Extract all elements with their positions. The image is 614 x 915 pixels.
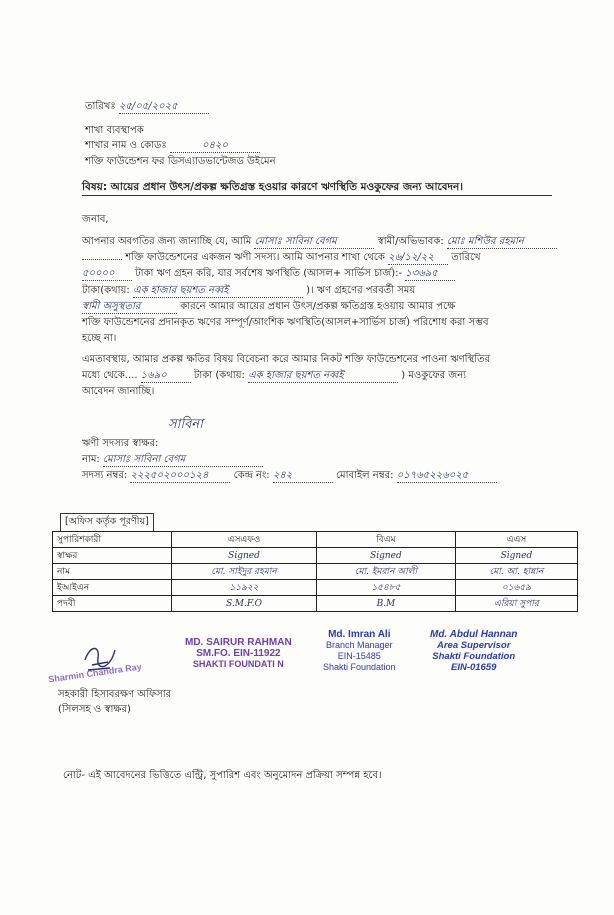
mobile-label: মোবাইল নম্বর:	[336, 470, 394, 481]
as-stamp	[430, 629, 517, 673]
branch-name-label: শাখার নাম ও কোডঃ	[85, 140, 167, 151]
branch-name-line	[85, 139, 260, 153]
table-row	[53, 564, 578, 580]
body-text: মধ্যে থেকে....	[82, 370, 138, 381]
office-section-label: [অফিস কর্তৃক পূরণীয়]	[60, 513, 154, 532]
office-table	[52, 531, 578, 612]
waiver-words: এক হাজার ছয়শত নব্বই	[248, 369, 398, 383]
member-no-value: ২২২৫০২০০০১২৪	[130, 469, 230, 483]
body-text: আপনার অবগতির জন্য জানাচ্ছি যে, আমি	[82, 236, 252, 247]
col-header: এসএফও	[172, 532, 317, 548]
date-line	[85, 100, 209, 114]
table-row	[53, 580, 578, 596]
table-row	[53, 532, 578, 548]
branch-manager-label: শাখা ব্যবস্থাপক	[85, 125, 144, 136]
center-label: কেন্দ্র নং:	[233, 470, 270, 481]
stamp-line: Shakti Foundation	[323, 662, 396, 672]
subject-underline	[82, 195, 552, 196]
body-text: শক্তি ফাউন্ডেশনের একজন ঋণী সদস্য। আমি আপনার শাখা থেকে	[125, 252, 385, 263]
bm-stamp	[323, 629, 396, 673]
col-header: বিএম	[317, 532, 456, 548]
note-text: নোট- এই আবেদনের ভিত্তিতে এন্ট্রি, সুপারিশ এবং অনুমোদন প্রক্রিয়া সম্পন্ন হবে।	[63, 770, 382, 781]
outstanding-amount: ১৩৬৯৫	[405, 267, 455, 281]
table-row	[53, 596, 578, 612]
body-line-5	[82, 300, 455, 314]
stamp-line: Shakti Foundation	[432, 651, 516, 662]
reason: স্বামী অসুস্থতার	[82, 300, 177, 314]
stamp-line: Branch Manager	[326, 640, 393, 650]
applicant-name-line	[82, 453, 263, 467]
accountant-stamp: Sharmin Chandra Ray	[47, 661, 143, 685]
stamp-line: SHAKTI FOUNDATI N	[192, 659, 284, 669]
outstanding-words: এক হাজার ছয়শত নব্বই	[133, 284, 303, 298]
member-name: মোসাঃ সাবিনা বেগম	[254, 235, 374, 249]
date-label: তারিখঃ	[85, 101, 116, 112]
body-text: কারনে আমার আয়ের প্রধান উৎস/প্রকল্প ক্ষতিগ্রস্ত হওয়ায় আমার পক্ষে	[180, 301, 456, 312]
applicant-member-line	[82, 469, 497, 483]
table-cell: S.M.F.O	[172, 596, 317, 612]
loan-amount: ৫০০০০	[82, 267, 132, 281]
stamp-line: EIN-15485	[337, 651, 381, 661]
husband-label: স্বামী/অভিভাবক:	[377, 236, 444, 247]
row-label: স্বাক্ষর	[53, 548, 172, 564]
date-value: ২৫/০৫/২০২৫	[119, 100, 209, 114]
body-line-2	[82, 251, 481, 265]
applicant-name: মোসাঃ সাবিনা বেগম	[103, 453, 263, 467]
table-cell: এরিয়া সুপার	[455, 596, 577, 612]
mobile-value: ০১৭৬৫২২৬০২৫	[397, 469, 497, 483]
stamp-line: EIN-01659	[450, 662, 497, 673]
body-text: টাকা (কথায়:	[193, 370, 245, 381]
table-cell: মো. আ. হান্নান	[455, 564, 577, 580]
stamp-line: MD. SAIRUR RAHMAN	[185, 637, 292, 648]
body-text: টাকা ঋণ গ্রহন করি, যার সর্বশেষ ঋণস্থিতি (আসল+ সার্ভিস চার্জ):-	[135, 268, 403, 279]
body-line-6: শক্তি ফাউন্ডেশনের প্রদানকৃত ঋণের সম্পূর্ণ/আংশিক ঋণস্থিতি(আসল+সার্ভিস চার্জ) পরিশোধ করা সম্ভব	[82, 317, 489, 328]
branch-code-value: ০৪২০	[170, 139, 260, 153]
table-cell: মো. ইমরান আলী	[317, 564, 456, 580]
col-header: সুপারিশকারী	[53, 532, 172, 548]
salutation: জনাব,	[82, 214, 109, 225]
sfo-stamp	[185, 637, 292, 670]
accountant-label: সহকারী হিসাবরক্ষণ অফিসার	[58, 689, 172, 700]
table-cell: ০১৬৫৯	[455, 580, 577, 596]
table-cell: B.M	[317, 596, 456, 612]
body-line-1	[82, 235, 557, 249]
stamp-line: Md. Imran Ali	[328, 629, 391, 640]
date-word: তারিখে	[451, 252, 481, 263]
subject-text: বিষয়: আয়ের প্রধান উৎস/প্রকল্প ক্ষতিগ্রস্ত হওয়ার কারণে ঋণস্থিতি মওকুফের জন্য আবেদন।	[82, 181, 464, 193]
name-label: নাম:	[82, 454, 100, 465]
center-value: ২৪২	[273, 469, 333, 483]
body-line-3	[82, 267, 455, 281]
body-line-4	[82, 284, 415, 298]
table-cell: Signed	[317, 548, 456, 564]
member-no-label: সদস্য নম্বর:	[82, 470, 128, 481]
table-row	[53, 548, 578, 564]
applicant-signature-label: ঋণী সদস্যর স্বাক্ষর:	[82, 438, 159, 449]
table-cell: ১৫৪৮৫	[317, 580, 456, 596]
body-text: ) মওকুফের জন্য	[401, 370, 467, 381]
org-name: শক্তি ফাউন্ডেশন ফর ডিসএ্যাডভান্টেজড উইমেন	[85, 156, 276, 167]
taka-words-label: টাকা(কথায়:	[82, 285, 130, 296]
body-line-9	[82, 369, 466, 383]
husband-name: মোঃ মশিউর রহমান	[447, 235, 557, 249]
blank-dots	[82, 259, 122, 260]
body-text: )। ঋণ গ্রহণের পরবর্তী সময়	[306, 285, 416, 296]
body-line-8: এমতাবস্থায়, আমার প্রকল্প ক্ষতির বিষয় বিবেচনা করে আমার নিকট শক্তি ফাউন্ডেশনের পাওনা ঋণস্থিতির	[82, 354, 491, 365]
table-cell: মো. সাইদুর রহমান	[172, 564, 317, 580]
waiver-amount: ১৬৯০	[141, 369, 191, 383]
accountant-sub: (সিলসহ ও স্বাক্ষর)	[58, 704, 131, 715]
stamp-line: SM.FO. EIN-11922	[196, 648, 281, 659]
col-header: এএস	[455, 532, 577, 548]
table-cell: Signed	[455, 548, 577, 564]
stamp-line: Area Supervisor	[437, 640, 511, 651]
body-line-10: আবেদন জানাচ্ছি।	[82, 386, 155, 397]
table-cell: ১১৯২২	[172, 580, 317, 596]
body-line-7: হচ্ছে না।	[82, 333, 117, 344]
row-label: নাম	[53, 564, 172, 580]
row-label: ইআইএন	[53, 580, 172, 596]
applicant-signature: সাবিনা	[168, 417, 203, 432]
stamp-line: Md. Abdul Hannan	[430, 629, 518, 640]
loan-date: ২৬/১২/২২	[388, 251, 448, 265]
row-label: পদবী	[53, 596, 172, 612]
table-cell: Signed	[172, 548, 317, 564]
